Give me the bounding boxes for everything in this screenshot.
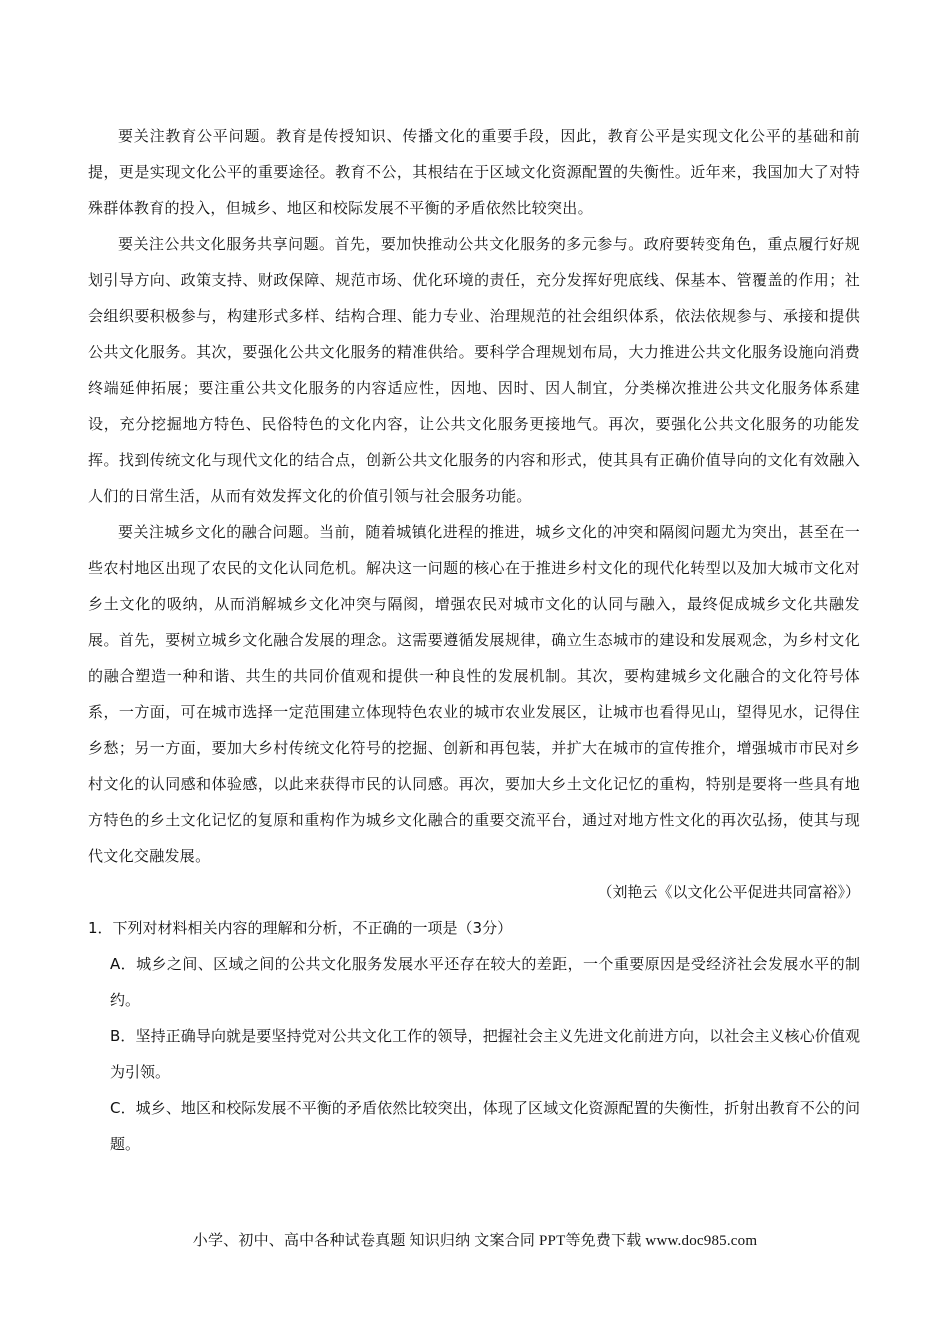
question-stem: 1．下列对材料相关内容的理解和分析，不正确的一项是（3分） xyxy=(88,919,513,937)
option-a: A．城乡之间、区域之间的公共文化服务发展水平还存在较大的差距，一个重要原因是受经济社会发展水平的制约。 xyxy=(110,955,860,1009)
paragraph-urban-rural-culture: 要关注城乡文化的融合问题。当前，随着城镇化进程的推进，城乡文化的冲突和隔阂问题尤为突出，甚至在一些农村地区出现了农民的文化认同危机。解决这一问题的核心在于推进乡村文化的现代化转型以及加大城市文化对乡土文化的吸纳，从而消解城乡文化冲突与隔阂，增强农民对城市文化的认同与融入，最终促成城乡文化共融发展。首先，要树立城乡文化融合发展的理念。这需要遵循发展规律，确立生态城市的建设和发展观念，为乡村文化的融合塑造一种和谐、共生的共同价值观和提供一种良性的发展机制。其次，要构建城乡文化融合的文化符号体系，一方面，可在城市选择一定范围建立体现特色农业的城市农业发展区，让城市也看得见山，望得见水，记得住乡愁；另一方面，要加大乡村传统文化符号的挖掘、创新和再包装，并扩大在城市的宣传推介，增强城市市民对乡村文化的认同感和体验感，以此来获得市民的认同感。再次，要加大乡土文化记忆的重构，特别是要将一些具有地方特色的乡土文化记忆的复原和重构作为城乡文化融合的重要交流平台，通过对地方性文化的再次弘扬，使其与现代文化交融发展。 xyxy=(88,523,860,865)
page-footer: 小学、初中、高中各种试卷真题 知识归纳 文案合同 PPT等免费下载 www.doc985.com xyxy=(192,1233,758,1249)
passage-source: （刘艳云《以文化公平促进共同富裕》） xyxy=(597,883,860,901)
option-b: B．坚持正确导向就是要坚持党对公共文化工作的领导，把握社会主义先进文化前进方向，以社会主义核心价值观为引领。 xyxy=(110,1027,860,1081)
paragraph-education-fairness: 要关注教育公平问题。教育是传授知识、传播文化的重要手段，因此，教育公平是实现文化公平的基础和前提，更是实现文化公平的重要途径。教育不公，其根结在于区域文化资源配置的失衡性。近年来，我国加大了对特殊群体教育的投入，但城乡、地区和校际发展不平衡的矛盾依然比较突出。 xyxy=(88,127,860,217)
paragraph-public-culture-service: 要关注公共文化服务共享问题。首先，要加快推动公共文化服务的多元参与。政府要转变角色，重点履行好规划引导方向、政策支持、财政保障、规范市场、优化环境的责任，充分发挥好兜底线、保基本、管覆盖的作用；社会组织要积极参与，构建形式多样、结构合理、能力专业、治理规范的社会组织体系，依法依规参与、承接和提供公共文化服务。其次，要强化公共文化服务的精准供给。要科学合理规划布局，大力推进公共文化服务设施向消费终端延伸拓展；要注重公共文化服务的内容适应性，因地、因时、因人制宜，分类梯次推进公共文化服务体系建设，充分挖掘地方特色、民俗特色的文化内容，让公共文化服务更接地气。再次，要强化公共文化服务的功能发挥。找到传统文化与现代文化的结合点，创新公共文化服务的内容和形式，使其具有正确价值导向的文化有效融入人们的日常生活，从而有效发挥文化的价值引领与社会服务功能。 xyxy=(88,235,860,505)
main-content xyxy=(88,118,860,1162)
option-c: C．城乡、地区和校际发展不平衡的矛盾依然比较突出，体现了区域文化资源配置的失衡性，折射出教育不公的问题。 xyxy=(110,1099,860,1153)
